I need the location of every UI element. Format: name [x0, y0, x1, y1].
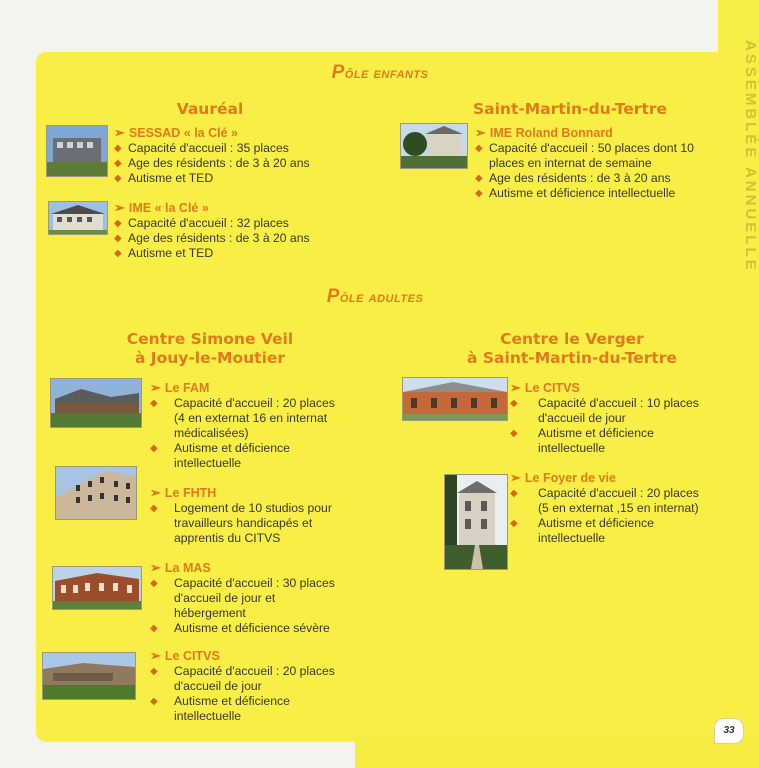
list-item: ◆ Capacité d'accueil : 50 places dont 10 places en internat de semaine	[475, 141, 695, 171]
list-item: ◆ Capacité d'accueil : 35 places	[114, 141, 324, 156]
facility-head-foyer: Le Foyer de vie	[524, 471, 616, 485]
list-item: ◆ Autisme et TED	[114, 171, 324, 186]
building-photo-mas	[52, 566, 142, 610]
list-item: ◆ Autisme et déficience intellectuelle	[475, 186, 695, 201]
facility-head-ime-cle: IME « la Clé »	[128, 201, 209, 215]
facility-ime-cle: ➢ IME « la Clé » ◆ Capacité d'accueil : 32 places ◆ Age des résidents : de 3 à 20 ans ◆ Autisme et TED	[114, 200, 324, 261]
section-title-enfants: Pôle enfants	[331, 62, 429, 83]
list-item: ◆ Capacité d'accueil : 10 places d'accueil de jour	[510, 396, 710, 426]
place-title-line: à Jouy-le-Moutier	[134, 349, 286, 367]
list-item: ◆ Age des résidents : de 3 à 20 ans	[114, 156, 324, 171]
list-item: ◆ Autisme et déficience sévère	[150, 621, 350, 636]
place-title-verger	[460, 330, 684, 368]
facility-mas: ➢ La MAS ◆ Capacité d'accueil : 30 places d'accueil de jour et hébergement ◆ Autisme et déficience sévère	[150, 560, 350, 636]
facility-sessad: ➢ SESSAD « la Clé » ◆ Capacité d'accueil : 35 places ◆ Age des résidents : de 3 à 20 ans ◆ Autisme et TED	[114, 125, 324, 186]
building-photo-citvs-verger	[402, 377, 508, 421]
yellow-bottom-tab	[355, 735, 759, 768]
facility-foyer: ➢ Le Foyer de vie ◆ Capacité d'accueil : 20 places (5 en externat ,15 en internat) ◆ Autisme et déficience intellectuelle	[510, 470, 710, 546]
facility-head-sessad: SESSAD « la Clé »	[128, 126, 238, 140]
building-photo-ime-cle	[48, 201, 108, 235]
place-title-saint-martin: Saint-Martin-du-Tertre	[472, 100, 668, 118]
list-item: ◆ Autisme et déficience intellectuelle	[510, 426, 710, 456]
facility-head-mas: La MAS	[164, 561, 211, 575]
facility-citvs-verger: ➢ Le CITVS ◆ Capacité d'accueil : 10 places d'accueil de jour ◆ Autisme et déficience intellectuelle	[510, 380, 710, 456]
building-photo-sessad	[46, 125, 108, 177]
building-photo-ime-bonnard	[400, 123, 468, 169]
place-title-simone-veil	[110, 330, 310, 368]
place-title-line: Centre Simone Veil	[126, 330, 294, 348]
spine-text: ASSEMBLÉE ANNUELLE	[742, 40, 759, 273]
top-white-area	[0, 0, 726, 50]
list-item: ◆ Capacité d'accueil : 32 places	[114, 216, 324, 231]
facility-head-citvs-sv: Le CITVS	[164, 649, 220, 663]
list-item: ◆ Capacité d'accueil : 20 places (4 en externat 16 en internat médicalisées)	[150, 396, 340, 441]
list-item: ◆ Capacité d'accueil : 30 places d'accueil de jour et hébergement	[150, 576, 350, 621]
facility-head-ime-bonnard: IME Roland Bonnard	[489, 126, 613, 140]
facility-head-citvs-verger: Le CITVS	[524, 381, 580, 395]
page-number-badge: 33	[714, 718, 744, 744]
place-title-line: à Saint-Martin-du-Tertre	[467, 349, 677, 367]
facility-head-fam: Le FAM	[164, 381, 210, 395]
facility-citvs-sv: ➢ Le CITVS ◆ Capacité d'accueil : 20 places d'accueil de jour ◆ Autisme et déficience intellectuelle	[150, 648, 350, 724]
list-item: ◆ Autisme et déficience intellectuelle	[150, 694, 350, 724]
building-photo-foyer	[444, 474, 508, 570]
list-item: ◆ Autisme et déficience intellectuelle	[150, 441, 340, 471]
list-item: ◆ Capacité d'accueil : 20 places (5 en externat ,15 en internat)	[510, 486, 710, 516]
list-item: ◆ Autisme et déficience intellectuelle	[510, 516, 710, 546]
list-item: ◆ Age des résidents : de 3 à 20 ans	[114, 231, 324, 246]
section-title-adultes: Pôle adultes	[326, 286, 424, 307]
place-title-vaureal: Vauréal	[176, 100, 244, 118]
facility-head-fhth: Le FHTH	[164, 486, 217, 500]
list-item: ◆ Logement de 10 studios pour travailleurs handicapés et apprentis du CITVS	[150, 501, 360, 546]
facility-fam: ➢ Le FAM ◆ Capacité d'accueil : 20 places (4 en externat 16 en internat médicalisées) ◆ Autisme et déficience intellectuelle	[150, 380, 340, 471]
list-item: ◆ Autisme et TED	[114, 246, 324, 261]
facility-fhth: ➢ Le FHTH ◆ Logement de 10 studios pour travailleurs handicapés et apprentis du CITVS	[150, 485, 360, 546]
building-photo-citvs-sv	[42, 652, 136, 700]
facility-ime-bonnard: ➢ IME Roland Bonnard ◆ Capacité d'accueil : 50 places dont 10 places en internat de semaine ◆ Age des résidents : de 3 à 20 ans ◆ Autisme et déficience intellectuelle	[475, 125, 695, 201]
list-item: ◆ Age des résidents : de 3 à 20 ans	[475, 171, 695, 186]
building-photo-fam	[50, 378, 142, 428]
building-photo-fhth	[55, 466, 137, 520]
place-title-line: Centre le Verger	[500, 330, 644, 348]
list-item: ◆ Capacité d'accueil : 20 places d'accueil de jour	[150, 664, 350, 694]
